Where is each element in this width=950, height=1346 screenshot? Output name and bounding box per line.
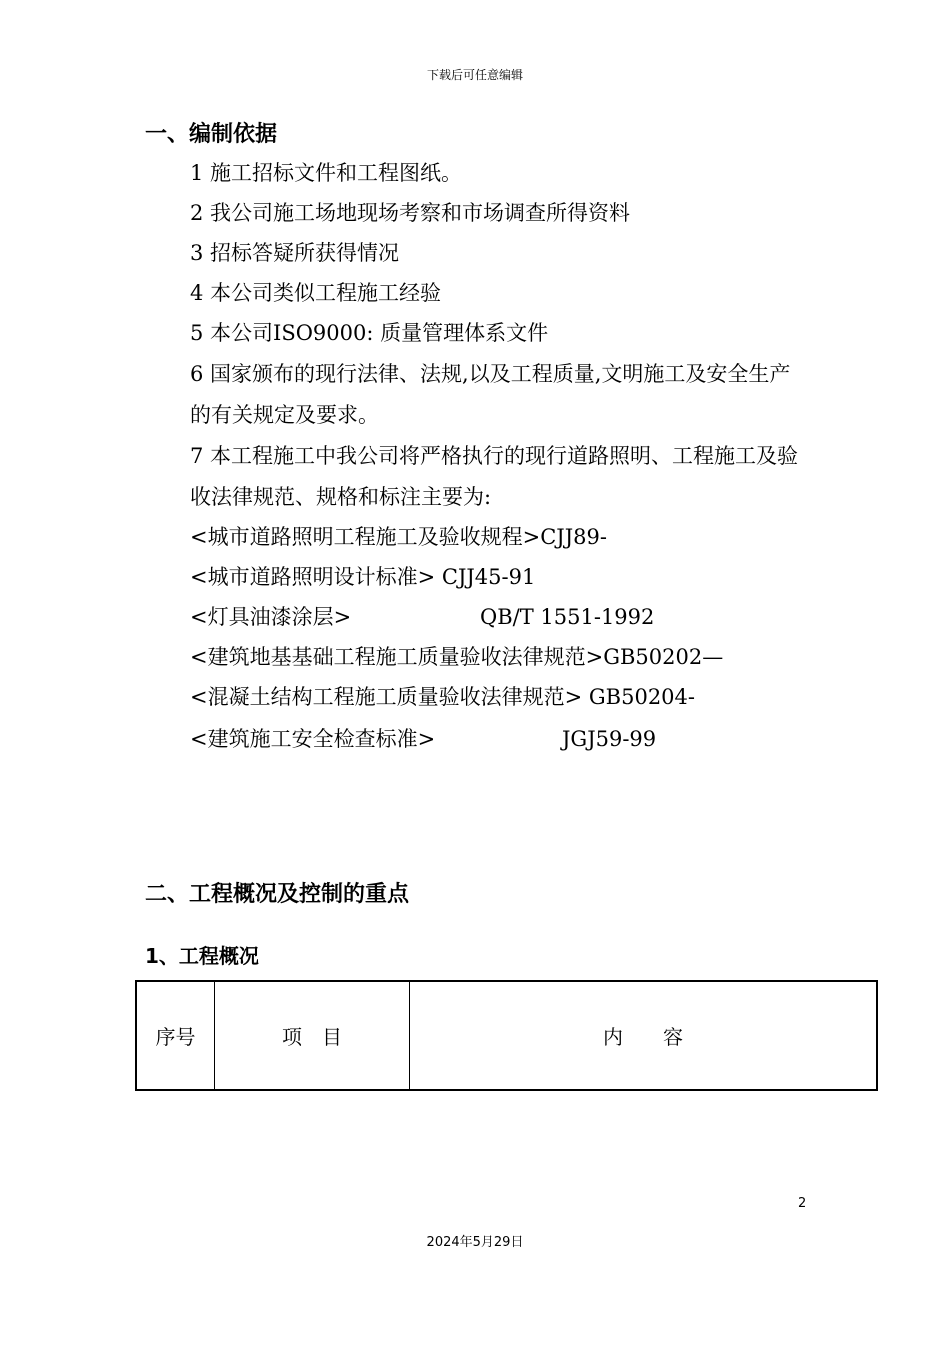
standard-name: <城市道路照明工程施工及验收规程> [190, 525, 541, 549]
standard-name: <灯具油漆涂层> [190, 605, 352, 629]
standard-name: <建筑地基基础工程施工质量验收法律规范> [190, 645, 604, 669]
standard-row [190, 602, 655, 632]
standard-code: QB/T 1551-1992 [480, 605, 655, 629]
basis-item-6 [145, 354, 810, 435]
header-cell-item: 项 目 [215, 981, 410, 1090]
basis-item-1: 1 施工招标文件和工程图纸。 [190, 161, 463, 185]
section-1-title: 一、编制依据 [145, 122, 278, 147]
standard-row [190, 522, 607, 552]
standard-code: CJJ45-91 [441, 565, 536, 589]
basis-item-4: 4 本公司类似工程施工经验 [190, 281, 442, 305]
project-overview-table [135, 980, 878, 1091]
header-cell-content: 内 容 [410, 981, 878, 1090]
standard-code: JGJ59-99 [562, 727, 657, 751]
basis-item-6-text: 6 国家颁布的现行法律、法规,以及工程质量,文明施工及安全生产的有关规定及要求。 [190, 362, 791, 427]
standard-name: <混凝土结构工程施工质量验收法律规范> [190, 685, 583, 709]
section-2-title: 二、工程概况及控制的重点 [145, 882, 410, 907]
standard-row [190, 562, 535, 592]
table-header-row [136, 981, 877, 1090]
page-number: 2 [798, 1196, 807, 1211]
basis-item-5: 5 本公司ISO9000: 质量管理体系文件 [190, 321, 549, 345]
basis-item-2: 2 我公司施工场地现场考察和市场调查所得资料 [190, 201, 631, 225]
standard-code: GB50204- [588, 685, 695, 709]
section-2-subtitle: 1、工程概况 [145, 944, 259, 968]
standard-name: <建筑施工安全检查标准> [190, 727, 436, 751]
standard-code: GB50202— [603, 645, 724, 669]
standard-row [190, 724, 657, 754]
basis-item-7 [145, 436, 810, 517]
footer-date: 2024年5月29日 [426, 1235, 524, 1250]
header-cell-index: 序号 [136, 981, 215, 1090]
standard-name: <城市道路照明设计标准> [190, 565, 436, 589]
basis-item-7-text: 7 本工程施工中我公司将严格执行的现行道路照明、工程施工及验收法律规范、规格和标注主要为: [190, 444, 799, 509]
header-note: 下载后可任意编辑 [426, 68, 523, 82]
standard-row [190, 642, 723, 672]
standard-code: CJJ89- [540, 525, 607, 549]
standard-row [190, 682, 695, 712]
basis-item-3: 3 招标答疑所获得情况 [190, 241, 400, 265]
